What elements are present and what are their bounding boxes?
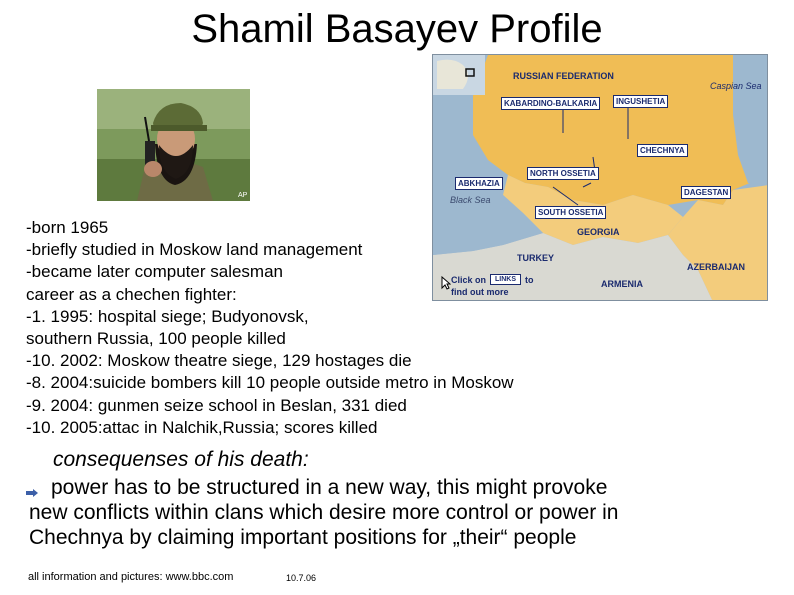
- map-label-azerbaijan: AZERBAIJAN: [687, 262, 746, 272]
- map-label-turkey: TURKEY: [517, 253, 555, 263]
- profile-photo-drawing: [97, 89, 250, 201]
- map-note-find-out: find out more: [451, 287, 509, 297]
- footer-source: all information and pictures: www.bbc.com: [28, 571, 234, 583]
- map-note-click-on: Click on: [451, 275, 487, 285]
- map-note-to: to: [525, 275, 534, 285]
- map-label-dagestan: DAGESTAN: [681, 186, 731, 199]
- slide-title: Shamil Basayev Profile: [191, 7, 603, 51]
- consequences-line: new conflicts within clans which desire more control or power in: [29, 501, 619, 524]
- map-links-button[interactable]: LINKS: [490, 274, 521, 285]
- map-label-south-ossetia: SOUTH OSSETIA: [535, 206, 606, 219]
- profile-photo: [97, 89, 250, 201]
- fact-line: -1. 1995: hospital siege; Budyonovsk,: [26, 306, 309, 326]
- fact-line: southern Russia, 100 people killed: [26, 328, 286, 348]
- map-label-ingushetia: INGUSHETIA: [613, 95, 668, 108]
- map-label-caspian: Caspian Sea: [710, 81, 762, 91]
- fact-line: -10. 2002: Moskow theatre siege, 129 hostages die: [26, 351, 412, 371]
- footer-date: 10.7.06: [286, 573, 317, 583]
- map-label-kabardino: KABARDINO-BALKARIA: [501, 97, 600, 110]
- fact-line: -9. 2004: gunmen seize school in Beslan, 331 died: [26, 395, 407, 415]
- map-label-abkhazia: ABKHAZIA: [455, 177, 503, 190]
- consequences-line: power has to be structured in a new way, this might provoke: [51, 476, 608, 499]
- consequences-text: [29, 475, 729, 550]
- fact-line: -became later computer salesman: [26, 262, 284, 282]
- map-label-north-ossetia: NORTH OSSETIA: [527, 167, 599, 180]
- fact-line: -briefly studied in Moskow land management: [26, 240, 363, 260]
- map-label-chechnya: CHECHNYA: [637, 144, 688, 157]
- map-label-russia: RUSSIAN FEDERATION: [513, 71, 614, 81]
- fact-line: -10. 2005:attac in Nalchik,Russia; scores killed: [26, 417, 378, 437]
- map-label-georgia: GEORGIA: [577, 227, 620, 237]
- fact-line: -born 1965: [26, 218, 109, 237]
- consequences-heading: consequenses of his death:: [53, 448, 309, 471]
- map-label-armenia: ARMENIA: [601, 279, 643, 289]
- map-label-black-sea: Black Sea: [450, 195, 491, 205]
- fact-line: career as a chechen fighter:: [26, 284, 237, 304]
- facts-list: [26, 217, 514, 439]
- fact-line: -8. 2004:suicide bombers kill 10 people outside metro in Moskow: [26, 373, 514, 393]
- consequences-line: Chechnya by claiming important positions for „their“ people: [29, 526, 577, 549]
- photo-corner-mark: AP: [238, 192, 248, 199]
